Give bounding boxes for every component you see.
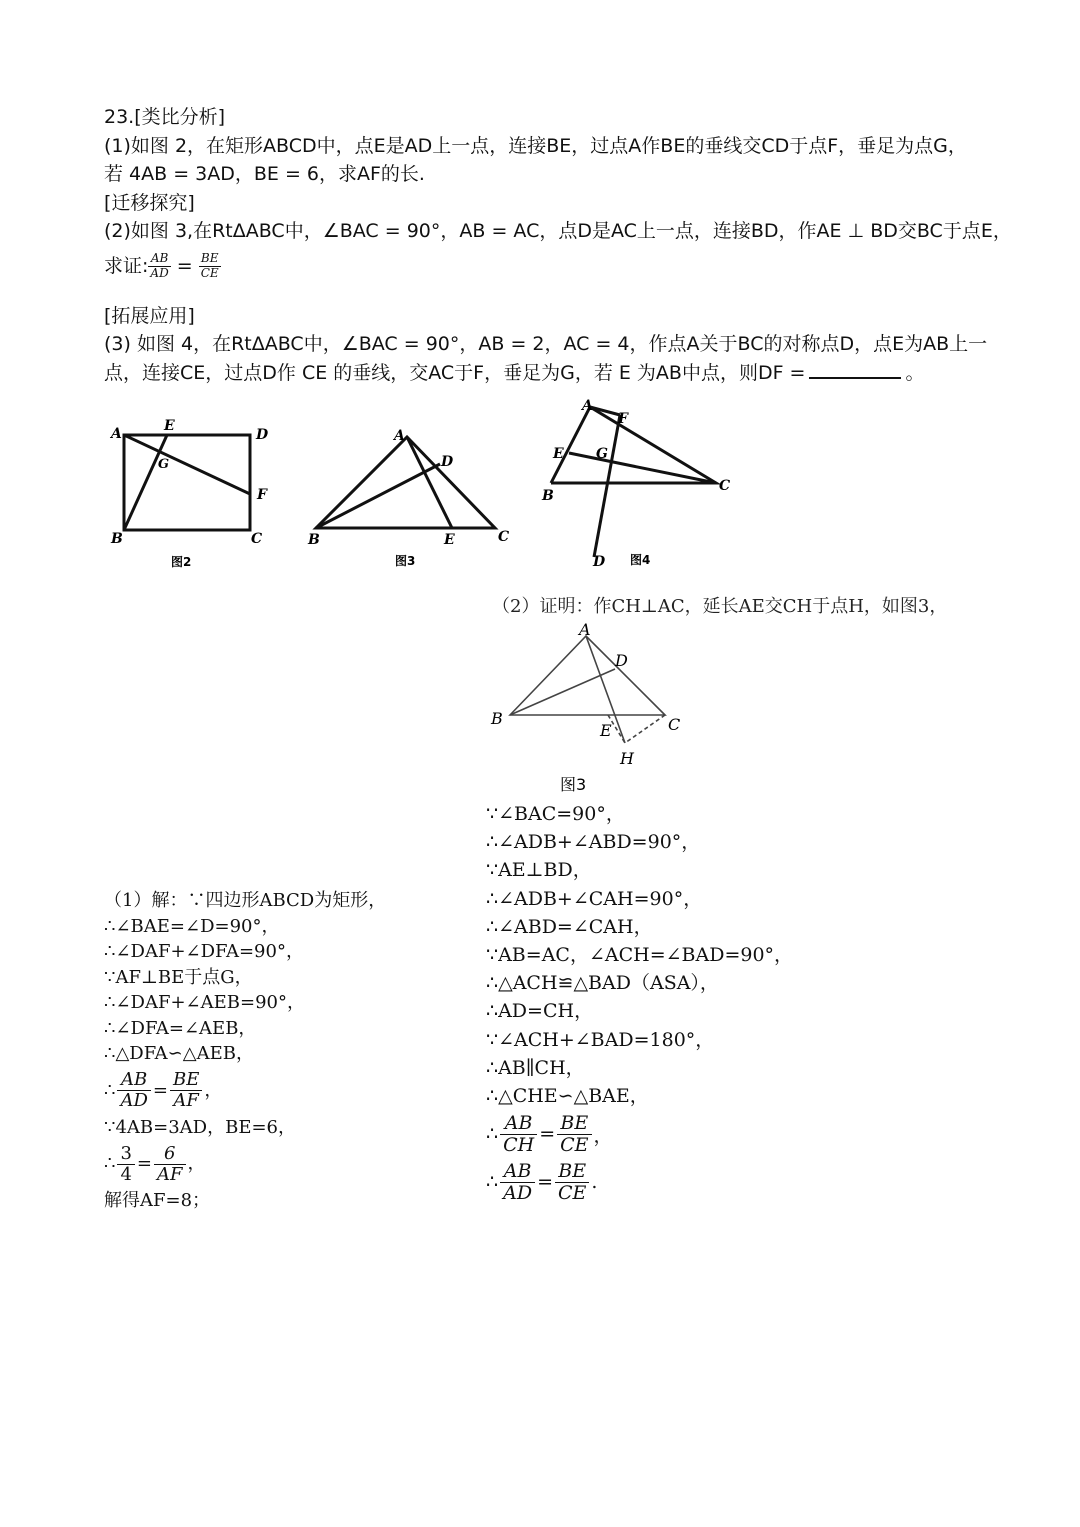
label-d: D	[441, 454, 454, 470]
solution2-step: ∵∠BAC=90°，	[486, 803, 625, 825]
segment-ae	[407, 437, 452, 528]
punct: ，	[204, 1079, 223, 1101]
figure-3	[302, 420, 517, 579]
figure-3-solution	[484, 616, 694, 805]
segment-bd	[510, 669, 615, 715]
label-d: D	[615, 651, 628, 670]
label-d: D	[593, 554, 606, 570]
label-e: E	[444, 532, 455, 548]
frac-den: CE	[557, 1181, 587, 1204]
part3-line2	[104, 359, 925, 387]
prove-frac-right	[199, 252, 221, 281]
frac-den: CE	[560, 1133, 589, 1156]
label-a: A	[111, 426, 122, 442]
figure-4	[536, 396, 746, 578]
label-a: A	[582, 398, 593, 414]
punct: ，	[593, 1124, 613, 1147]
figure-2	[100, 410, 290, 579]
segment-bd	[316, 464, 440, 528]
segment-be	[124, 435, 170, 530]
fraction	[117, 1144, 134, 1185]
solution1-step: （1）解：∵四边形ABCD为矩形，	[104, 890, 387, 911]
segment-fd	[594, 415, 620, 557]
punct: ，	[187, 1153, 206, 1175]
triangle-abc	[510, 636, 665, 715]
fraction	[557, 1113, 591, 1156]
label-c: C	[251, 531, 263, 547]
label-e: E	[553, 446, 564, 462]
solution1-steps	[104, 888, 386, 1214]
label-b: B	[111, 531, 123, 547]
solution2-step: ∴AD=CH，	[486, 1000, 594, 1023]
fraction	[500, 1161, 535, 1204]
part1-line2: 若 4AB = 3AD，BE = 6，求AF的长.	[104, 163, 425, 185]
frac-den: AF	[157, 1163, 183, 1185]
label-b: B	[308, 532, 320, 548]
solution1-answer: 解得AF=8；	[104, 1190, 211, 1211]
solution2-step: ∴∠ADB+∠ABD=90°，	[486, 831, 701, 854]
frac-num: AB	[117, 1070, 150, 1091]
solution1-step: ∴△DFA∽△AEB，	[104, 1043, 254, 1064]
part2-heading: [迁移探究]	[104, 192, 195, 214]
label-h: H	[620, 749, 634, 768]
caption-fig2: 图2	[171, 555, 192, 569]
frac-num: BE	[555, 1161, 589, 1183]
label-g: G	[158, 457, 170, 472]
solution2-fraction-line-2	[486, 1158, 793, 1206]
solution1-step: ∴∠DAF+∠DFA=90°，	[104, 941, 304, 962]
prove-eq: =	[176, 255, 193, 277]
punct: .	[591, 1171, 598, 1194]
solution2-step: ∵AE⊥BD，	[486, 859, 592, 882]
fraction	[555, 1161, 589, 1204]
frac-num: AB	[500, 1113, 537, 1135]
frac-den: AF	[173, 1090, 199, 1111]
label-b: B	[542, 488, 554, 504]
solution1-given: ∵4AB=3AD，BE=6，	[104, 1116, 296, 1138]
label-f: F	[257, 487, 267, 503]
therefore-symbol: ∴	[486, 1123, 499, 1146]
therefore-symbol: ∴	[486, 1171, 499, 1194]
equals: =	[539, 1123, 556, 1146]
frac-num: BE	[557, 1113, 591, 1135]
prove-frac-left	[148, 252, 170, 281]
solution1-fraction-line-2	[104, 1140, 386, 1188]
solution2-step: ∵AB=AC，∠ACH=∠BAD=90°，	[486, 943, 794, 966]
label-g: G	[596, 446, 608, 462]
frac-num: AB	[500, 1161, 535, 1183]
solution2-step: ∴∠ADB+∠CAH=90°，	[486, 887, 703, 910]
solution2-intro: （2）证明：作CH⊥AC，延长AE交CH于点H，如图3，	[492, 596, 948, 617]
label-e: E	[164, 418, 175, 434]
solution2-step: ∴AB∥CH，	[486, 1056, 585, 1079]
solution1-step: ∴∠DAF+∠AEB=90°，	[104, 992, 305, 1013]
label-f: F	[618, 411, 628, 427]
part2-line1: (2)如图 3,在RtΔABC中，∠BAC = 90°，AB = AC，点D是AC上一点，连接BD，作AE ⊥ BD交BC于点E，	[104, 220, 1012, 242]
solution2-fraction-line-1	[486, 1110, 793, 1158]
segment-ch-dashed	[625, 715, 665, 743]
solution2-step: ∴∠ABD=∠CAH，	[486, 915, 653, 938]
rectangle-abcd	[124, 435, 250, 530]
equals: =	[537, 1171, 553, 1194]
part3-heading: [拓展应用]	[104, 305, 195, 327]
problem-title: 23.[类比分析]	[104, 106, 226, 128]
answer-blank[interactable]	[809, 359, 901, 379]
caption-fig4: 图4	[630, 553, 651, 567]
part2-prove	[104, 252, 221, 281]
label-e: E	[600, 721, 612, 740]
solution2-step: ∵∠ACH+∠BAD=180°，	[486, 1028, 715, 1051]
frac-den: AD	[503, 1181, 533, 1204]
label-a: A	[394, 428, 405, 444]
frac-den: AD	[120, 1090, 148, 1111]
solution2-step: ∴△CHE∽△BAE，	[486, 1084, 649, 1107]
frac-num: AB	[148, 252, 170, 267]
solution1-step: ∵AF⊥BE于点G，	[104, 966, 253, 988]
frac-den: CE	[200, 266, 219, 280]
label-b: B	[491, 709, 503, 728]
solution1-fraction-line-1	[104, 1067, 386, 1115]
label-c: C	[498, 529, 510, 545]
part3-line1: (3) 如图 4，在RtΔABC中，∠BAC = 90°，AB = 2，AC = 4，作点A关于BC的对称点D，点E为AB上一	[104, 333, 988, 355]
part1-line1: (1)如图 2，在矩形ABCD中，点E是AD上一点，连接BE，过点A作BE的垂线交CD于点F，垂足为点G，	[104, 135, 967, 157]
frac-num: 6	[154, 1144, 186, 1165]
label-a: A	[579, 620, 591, 639]
fraction	[170, 1070, 202, 1111]
caption-fig3: 图3	[395, 554, 416, 568]
part3-line2-text: 点，连接CE，过点D作 CE 的垂线，交AC于F，垂足为G，若 E 为AB中点，则DF =	[104, 362, 806, 384]
label-c: C	[668, 715, 681, 734]
frac-den: AD	[150, 266, 169, 280]
label-c: C	[719, 478, 731, 494]
label-d: D	[256, 427, 269, 443]
frac-num: 3	[117, 1144, 134, 1165]
therefore-symbol: ∴	[104, 1153, 116, 1175]
solution1-step: ∴∠BAE=∠D=90°，	[104, 915, 280, 937]
part3-line2-end: 。	[905, 362, 925, 384]
caption-fig3-solution: 图3	[560, 775, 587, 794]
fraction	[154, 1144, 186, 1185]
solution2-step: ∴△ACH≌△BAD（ASA），	[486, 972, 719, 995]
fraction	[500, 1113, 537, 1156]
frac-den: 4	[120, 1163, 132, 1185]
therefore-symbol: ∴	[104, 1079, 116, 1101]
fraction	[117, 1070, 150, 1111]
triangle-abc	[551, 407, 716, 483]
prove-prefix: 求证:	[104, 255, 149, 277]
frac-den: CH	[503, 1133, 535, 1156]
frac-num: BE	[170, 1070, 202, 1091]
equals: =	[152, 1079, 168, 1101]
frac-num: BE	[199, 252, 221, 267]
solution1-step: ∴∠DFA=∠AEB，	[104, 1017, 257, 1039]
solution2-steps	[486, 800, 793, 1206]
equals: =	[136, 1153, 152, 1175]
